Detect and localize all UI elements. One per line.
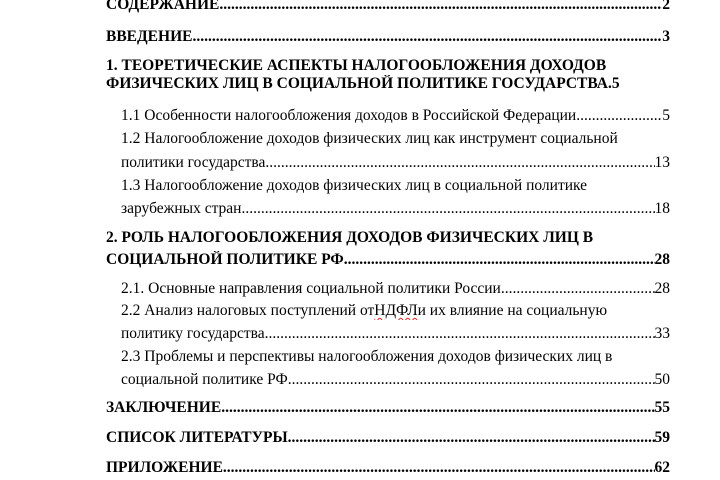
toc-page-number: 55 (654, 399, 670, 416)
toc-entry-title-line-1: 1.3 Налогообложение доходов физических лиц в социальной политике (121, 177, 588, 194)
toc-page-number: 13 (654, 154, 670, 171)
toc-entry-title-line-2: зарубежных стран (121, 200, 242, 217)
toc-page-number: 5 (611, 75, 620, 92)
toc-entry-title: 1.1 Особенности налогообложения доходов в Российской Федерации (121, 107, 577, 124)
toc-page-number: 18 (654, 200, 670, 217)
toc-entry-title-line-1a: 2.2 Анализ налоговых поступлений от (121, 302, 375, 319)
toc-entry-title: ВВЕДЕНИЕ (106, 28, 193, 45)
dot-leader (223, 459, 655, 477)
dot-leader (219, 0, 662, 14)
toc-entry-title-line-1c: и их влияние на социальную (417, 302, 608, 319)
spellcheck-flagged-word: НДФЛ (374, 302, 418, 319)
toc-entry-title-line-2: ФИЗИЧЕСКИХ ЛИЦ В СОЦИАЛЬНОЙ ПОЛИТИКЕ ГОСУДАРСТВА. (106, 75, 612, 92)
toc-entry-title-line-1: 2.3 Проблемы и перспективы налогообложения доходов физических лиц в (121, 348, 613, 365)
dot-leader (288, 371, 655, 389)
toc-entry-title: ЗАКЛЮЧЕНИЕ (106, 399, 222, 416)
toc-page-number: 3 (662, 28, 670, 45)
toc-page-number: 62 (654, 459, 670, 476)
toc-page-number: 28 (654, 280, 670, 297)
toc-entry-title-line-1: 1. ТЕОРЕТИЧЕСКИЕ АСПЕКТЫ НАЛОГООБЛОЖЕНИЯ ДОХОДОВ (106, 57, 607, 74)
toc-entry-title: СОДЕРЖАНИЕ (106, 0, 220, 13)
dot-leader (344, 251, 655, 269)
dot-leader (576, 107, 662, 125)
toc-entry-title-line-2: политики государства (121, 154, 266, 171)
dot-leader (288, 429, 655, 447)
toc-entry-title: 2.1. Основные направления социальной политики России (121, 280, 501, 297)
toc-page-number: 59 (654, 429, 670, 446)
toc-page-number: 2 (662, 0, 670, 13)
dot-leader (265, 154, 654, 172)
toc-entry-title: ПРИЛОЖЕНИЕ (106, 459, 223, 476)
toc-page-number: 28 (654, 251, 670, 268)
toc-entry-title: СПИСОК ЛИТЕРАТУРЫ (106, 429, 288, 446)
toc-page-number: 33 (654, 325, 670, 342)
toc-entry-title-line-2: СОЦИАЛЬНОЙ ПОЛИТИКЕ РФ (106, 251, 344, 268)
toc-page-number: 50 (654, 371, 670, 388)
toc-entry-title-line-1: 2. РОЛЬ НАЛОГООБЛОЖЕНИЯ ДОХОДОВ ФИЗИЧЕСКИХ ЛИЦ В (106, 229, 594, 246)
toc-entry-title-line-2: политику государства (121, 325, 265, 342)
dot-leader (265, 325, 655, 343)
dot-leader (221, 399, 654, 417)
dot-leader (501, 280, 655, 298)
dot-leader (241, 200, 654, 218)
toc-entry-title-line-2: социальной политике РФ (121, 371, 288, 388)
toc-entry-title-line-1: 1.2 Налогообложение доходов физических лиц как инструмент социальной (121, 130, 618, 147)
toc-page-number: 5 (662, 107, 670, 124)
dot-leader (192, 28, 662, 46)
